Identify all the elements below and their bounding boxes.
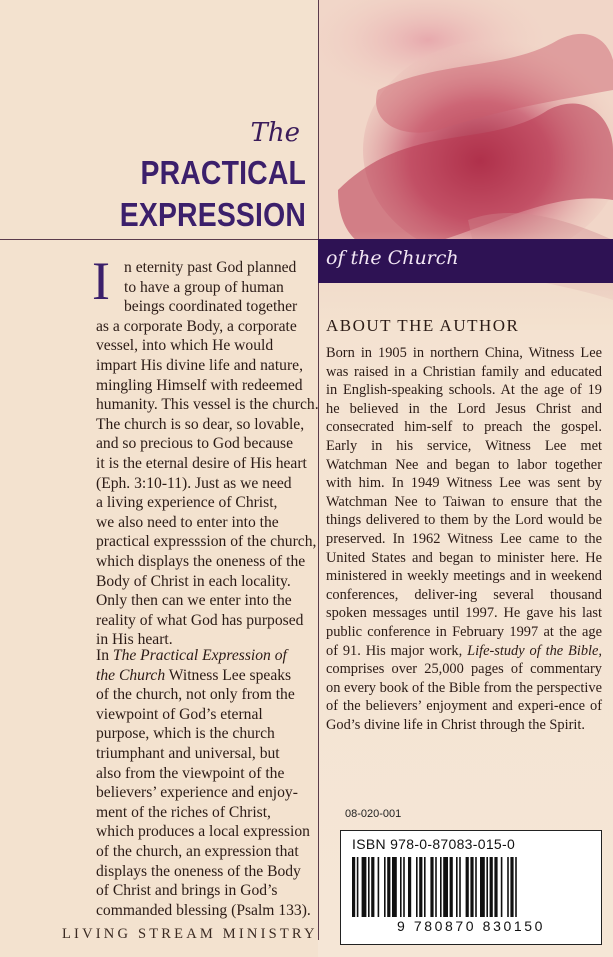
intro-line: (Eph. 3:10-11). Just as we need (96, 474, 292, 492)
barcode-bar (384, 857, 386, 917)
second-line: viewpoint of God’s eternal (96, 705, 263, 723)
barcode-bar (371, 857, 374, 917)
subtitle: of the Church (326, 247, 459, 269)
barcode-bar (515, 857, 517, 917)
intro-line: The church is so dear, so lovable, (96, 415, 305, 433)
barcode-bar (507, 857, 509, 917)
author-text-part-2: comprises over 25,000 pages of commentary on every book of the Bible from the perspective of the believers’ enjoyment and experi-ence of God’s divine life in Christ through the Spirit. (326, 661, 602, 733)
second-line: of Christ and brings in God’s (96, 882, 278, 900)
second-line: of the church, not only from the (96, 686, 295, 704)
about-author-text (326, 344, 602, 734)
about-author-heading: ABOUT THE AUTHOR (326, 316, 520, 335)
barcode-bar (490, 857, 493, 917)
title-line-1: PRACTICAL (140, 154, 306, 191)
intro-line: and so precious to God because (96, 435, 294, 453)
barcode-bar (403, 857, 405, 917)
title-article: The (250, 118, 300, 148)
book-title-part-1: The Practical Expression of (112, 647, 287, 664)
barcode-bar (424, 857, 426, 917)
barcode-bar (368, 857, 370, 917)
barcode-bar (450, 857, 453, 917)
publisher: LIVING STREAM MINISTRY (62, 926, 318, 942)
barcode-bar (466, 857, 469, 917)
second-line: displays the oneness of the Body (96, 862, 301, 880)
intro-line: a living experience of Christ, (96, 494, 278, 512)
barcode-bar (387, 857, 390, 917)
barcode-bar (378, 857, 380, 917)
drop-cap: I (92, 251, 110, 311)
intro-line: beings coordinated together (124, 298, 298, 316)
intro-line: practical expresssion of the church, (96, 533, 317, 551)
intro-line: to have a group of human (124, 278, 284, 296)
intro-paragraph (96, 317, 320, 650)
barcode-bar (392, 857, 397, 917)
barcode-bar (440, 857, 442, 917)
intro-line: n eternity past God planned (124, 259, 297, 276)
catalog-number: 08-020-001 (345, 808, 402, 820)
barcode-bar (494, 857, 497, 917)
second-line (96, 646, 320, 666)
barcode-bar (470, 857, 473, 917)
barcode-bar (357, 857, 359, 917)
second-line: believers’ experience and enjoy- (96, 784, 298, 802)
barcode-bar (416, 857, 418, 917)
barcode-bar (435, 857, 437, 917)
intro-line: mingling Himself with redeemed (96, 376, 303, 394)
barcode-bar (456, 857, 458, 917)
book-title-part-2: the Church (96, 666, 166, 684)
barcode-bar (486, 857, 488, 917)
intro-line: Only then can we enter into the (96, 592, 292, 610)
horizontal-rule (0, 239, 318, 240)
barcode-bar (419, 857, 422, 917)
second-line: commanded blessing (Psalm 133). (96, 901, 311, 919)
intro-line: vessel, into which He would (96, 337, 274, 355)
second-after-title: Witness Lee speaks (165, 666, 292, 684)
barcode-bar (475, 857, 477, 917)
second-paragraph (96, 646, 320, 920)
barcode-bar (443, 857, 448, 917)
second-line: purpose, which is the church (96, 725, 275, 743)
intro-line: it is the eternal desire of His heart (96, 454, 307, 472)
author-text-part-1: Born in 1905 in northern China, Witness Lee was raised in a Christian family and educated in English-speaking schools. At the age of 19 he believed in the Lord Jesus Christ and consecrated him-self to preach the gospel. Early in his service, Witness Lee met Watchman Nee and began to labor together with him. In 1949 Witness Lee was sent by Watchman Nee to Taiwan to ensure that the things delivered to them by the Lord would be preserved. In 1962 Witness Lee came to the United States and began to minister here. He ministered in weekly meetings and in weekend conferences, deliver-ing several thousand spoken messages until 1997. He gave his last public conference in February 1997 at the age of 91. His major work, (326, 345, 602, 659)
barcode-bar (501, 857, 503, 917)
second-line (96, 666, 320, 686)
isbn: ISBN 978-0-87083-015-0 (352, 836, 516, 852)
barcode-bar (480, 857, 485, 917)
second-line: ment of the riches of Christ, (96, 803, 271, 821)
barcode-bar (459, 857, 461, 917)
second-line: of the church, an expression that (96, 842, 299, 860)
barcode-bar (510, 857, 513, 917)
intro-line: humanity. This vessel is the church. (96, 396, 319, 414)
barcode-bar (362, 857, 367, 917)
intro-line: as a corporate Body, a corporate (96, 317, 297, 335)
barcode-digits: 9 780870 830150 (397, 918, 545, 934)
title-line-2: EXPRESSION (119, 196, 306, 233)
intro-line: reality of what God has purposed (96, 611, 304, 629)
intro-line: in His heart. (96, 631, 173, 649)
intro-line: Body of Christ in each locality. (96, 572, 291, 590)
barcode-bar (408, 857, 411, 917)
intro-line: which displays the oneness of the (96, 552, 306, 570)
intro-line: we also need to enter into the (96, 513, 279, 531)
barcode-bar (400, 857, 402, 917)
intro-line: impart His divine life and nature, (96, 356, 303, 374)
barcode-bar (352, 857, 355, 917)
second-line: which produces a local expression (96, 823, 310, 841)
author-work-title: Life-study of the Bible, (467, 642, 602, 659)
barcode-bar (430, 857, 433, 917)
second-line: also from the viewpoint of the (96, 764, 285, 782)
second-line: triumphant and universal, but (96, 744, 280, 762)
second-lead: In (96, 647, 113, 664)
barcode (348, 857, 594, 917)
